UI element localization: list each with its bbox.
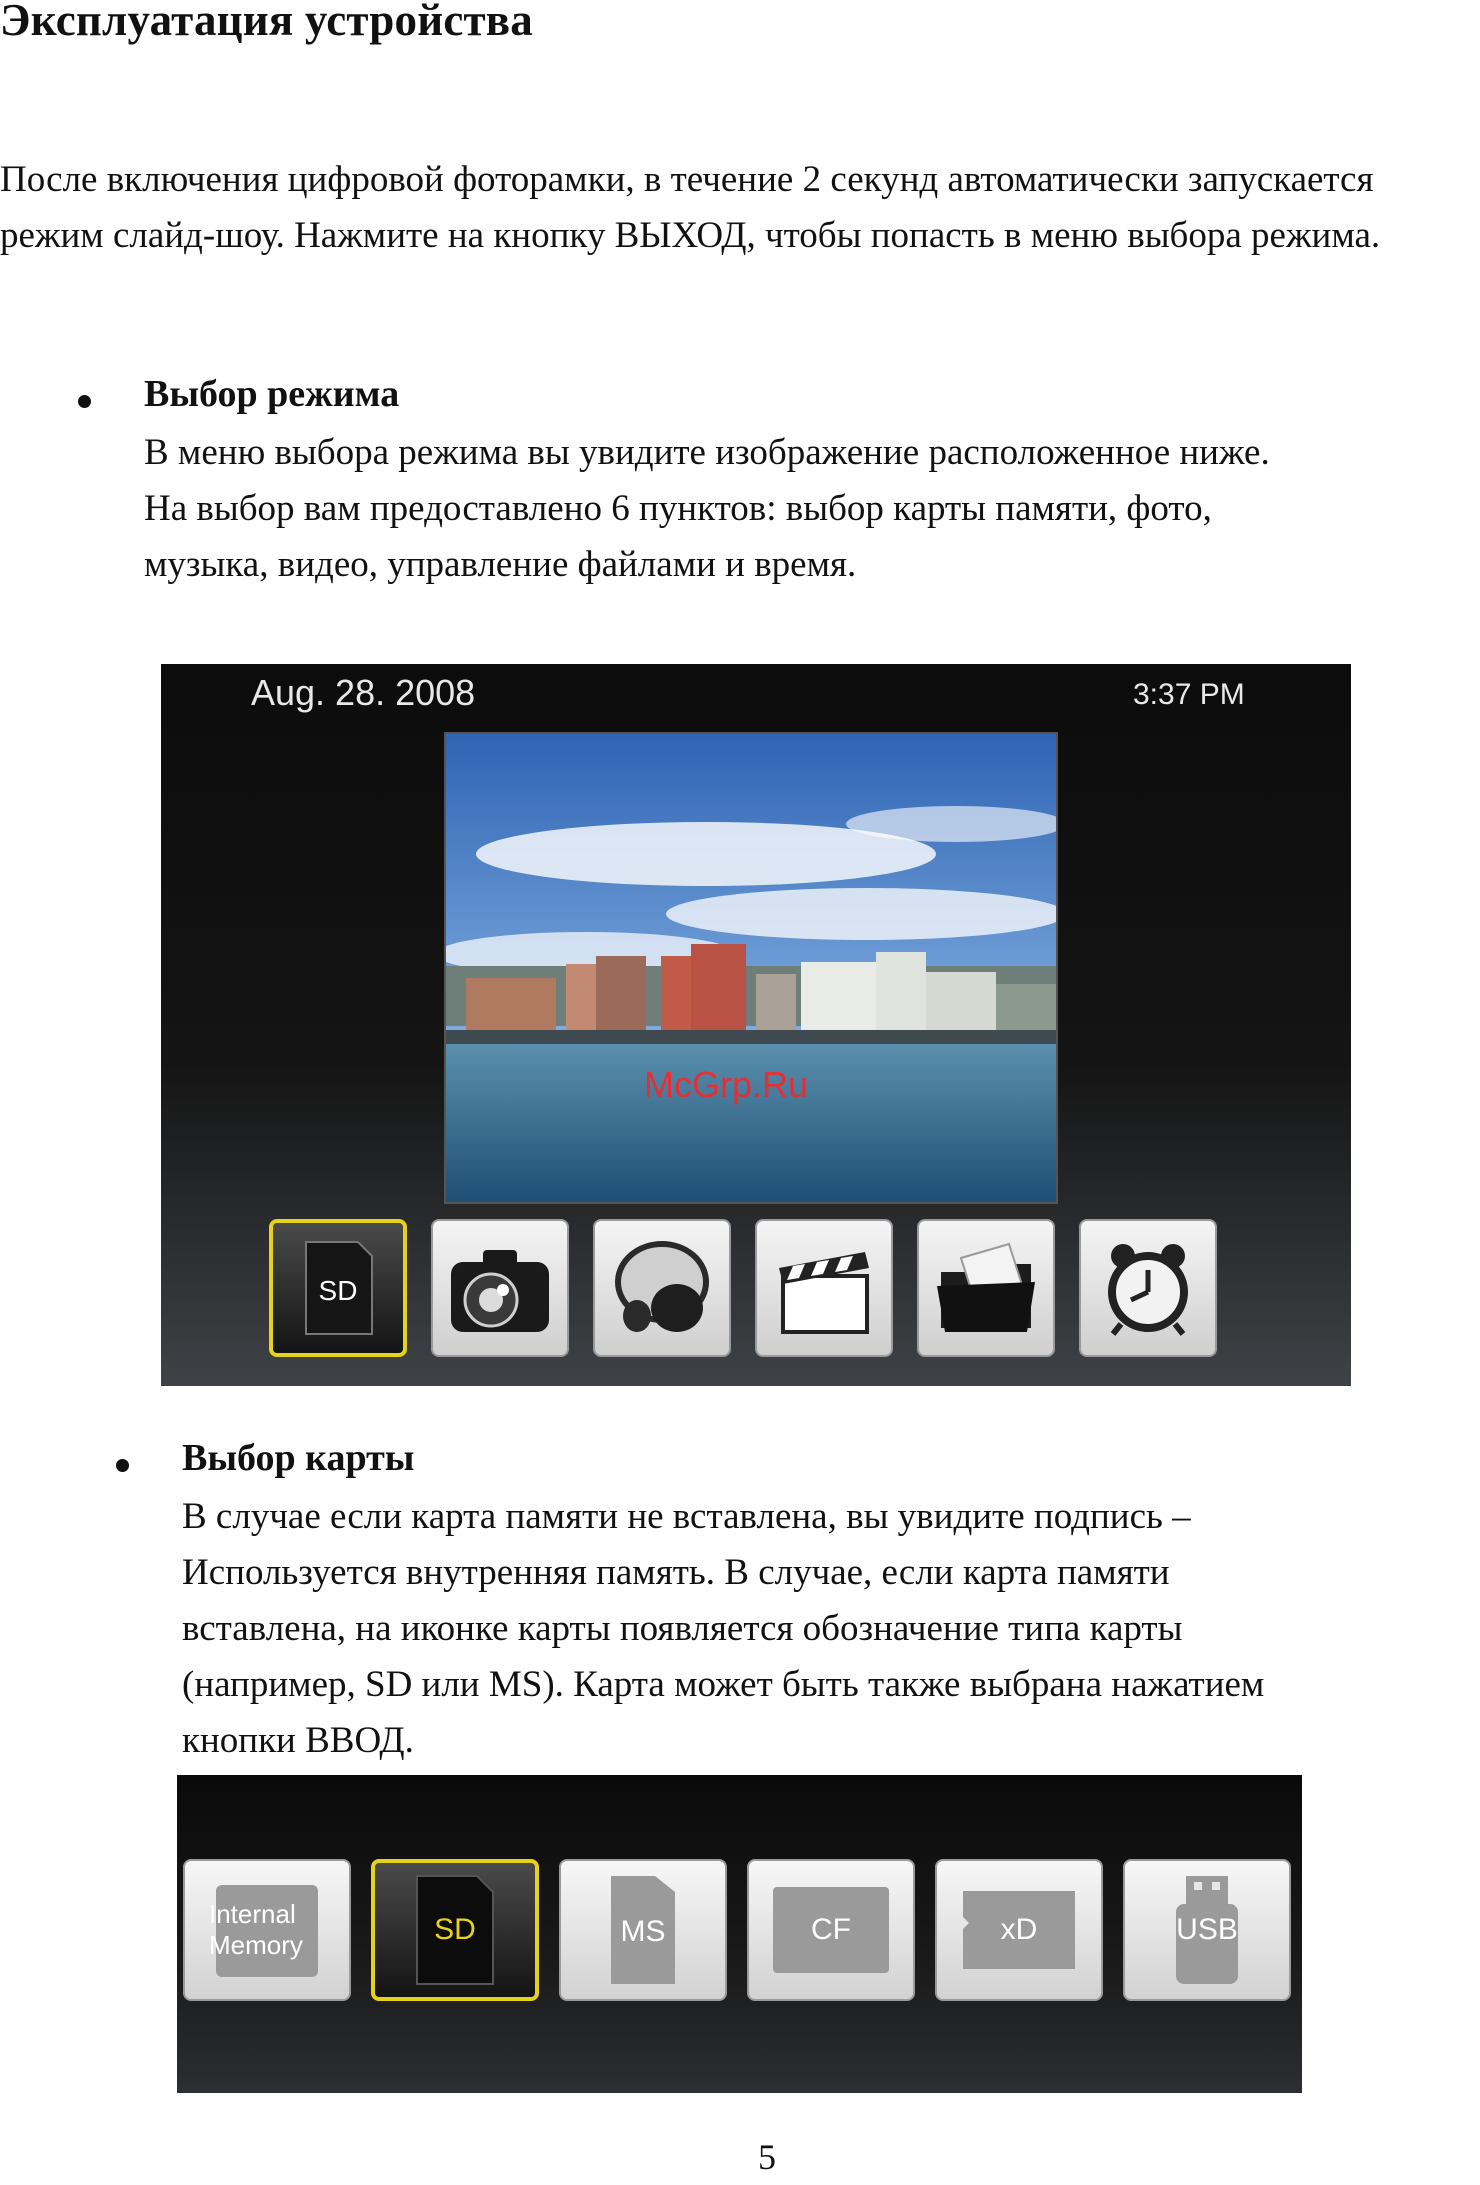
- mode-sd-label: SD: [318, 1275, 358, 1306]
- text-line: В меню выбора режима вы увидите изображение расположенное ниже.: [144, 432, 1270, 473]
- card-cf-button[interactable]: [747, 1859, 915, 2001]
- card-select-screenshot: [177, 1775, 1302, 2093]
- label-line: Memory: [209, 1930, 303, 1960]
- section-card-title: Выбор карты: [182, 1437, 415, 1479]
- text-line: (например, SD или MS). Карта может быть также выбрана нажатием: [182, 1664, 1265, 1705]
- internal-memory-label: [209, 1899, 303, 1961]
- headphones-icon: [607, 1238, 717, 1338]
- text-line: кнопки ВВОД.: [182, 1720, 414, 1761]
- card-sd-label: SD: [434, 1913, 476, 1946]
- alarm-clock-icon: [1093, 1238, 1203, 1338]
- mode-video-button[interactable]: [755, 1219, 893, 1357]
- watermark-text: McGrp.Ru: [644, 1064, 809, 1105]
- mode-icon-row: [269, 1219, 1217, 1357]
- text-line: музыка, видео, управление файлами и время.: [144, 544, 857, 585]
- card-icon-row: [183, 1859, 1291, 2001]
- clapperboard-icon: [769, 1238, 879, 1338]
- mode-clock-button[interactable]: [1079, 1219, 1217, 1357]
- text-line: В случае если карта памяти не вставлена, вы увидите подпись –: [182, 1496, 1191, 1537]
- mode-photo-button[interactable]: [431, 1219, 569, 1357]
- mode-files-button[interactable]: [917, 1219, 1055, 1357]
- screen-time: 3:37 PM: [1133, 678, 1245, 711]
- card-ms-button[interactable]: [559, 1859, 727, 2001]
- text-line: Используется внутренняя память. В случае, если карта памяти: [182, 1552, 1170, 1593]
- card-internal-memory-button[interactable]: [183, 1859, 351, 2001]
- screen-date: Aug. 28. 2008: [251, 672, 476, 713]
- page-title: Эксплуатация устройства: [0, 0, 533, 45]
- text-line: На выбор вам предоставлено 6 пунктов: выбор карты памяти, фото,: [144, 488, 1212, 529]
- section-mode-text: [144, 425, 1270, 593]
- intro-paragraph: После включения цифровой фоторамки, в течение 2 секунд автоматически запускается режим слайд-шоу. Нажмите на кнопку ВЫХОД, чтобы попасть в меню выбора режима.: [0, 159, 1381, 256]
- bullet-icon: [116, 1459, 129, 1472]
- text-line: вставлена, на иконке карты появляется обозначение типа карты: [182, 1608, 1183, 1649]
- mode-sd-card-button[interactable]: [269, 1219, 407, 1357]
- label-line: Internal: [209, 1899, 296, 1929]
- card-xd-label: xD: [1000, 1913, 1038, 1946]
- card-sd-button[interactable]: [371, 1859, 539, 2001]
- card-ms-label: MS: [620, 1915, 666, 1948]
- card-xd-button[interactable]: [935, 1859, 1103, 2001]
- card-cf-label: CF: [811, 1913, 851, 1946]
- bullet-icon: [78, 395, 91, 408]
- section-mode-title: Выбор режима: [144, 373, 400, 415]
- card-usb-label: USB: [1176, 1913, 1238, 1946]
- folder-icon: [931, 1238, 1041, 1338]
- card-usb-button[interactable]: [1123, 1859, 1291, 2001]
- page-number: 5: [758, 2137, 776, 2177]
- mode-menu-screenshot: [161, 664, 1351, 1386]
- preview-photo: [444, 732, 1058, 1204]
- camera-icon: [445, 1238, 555, 1338]
- mode-music-button[interactable]: [593, 1219, 731, 1357]
- section-card-text: [182, 1489, 1264, 1769]
